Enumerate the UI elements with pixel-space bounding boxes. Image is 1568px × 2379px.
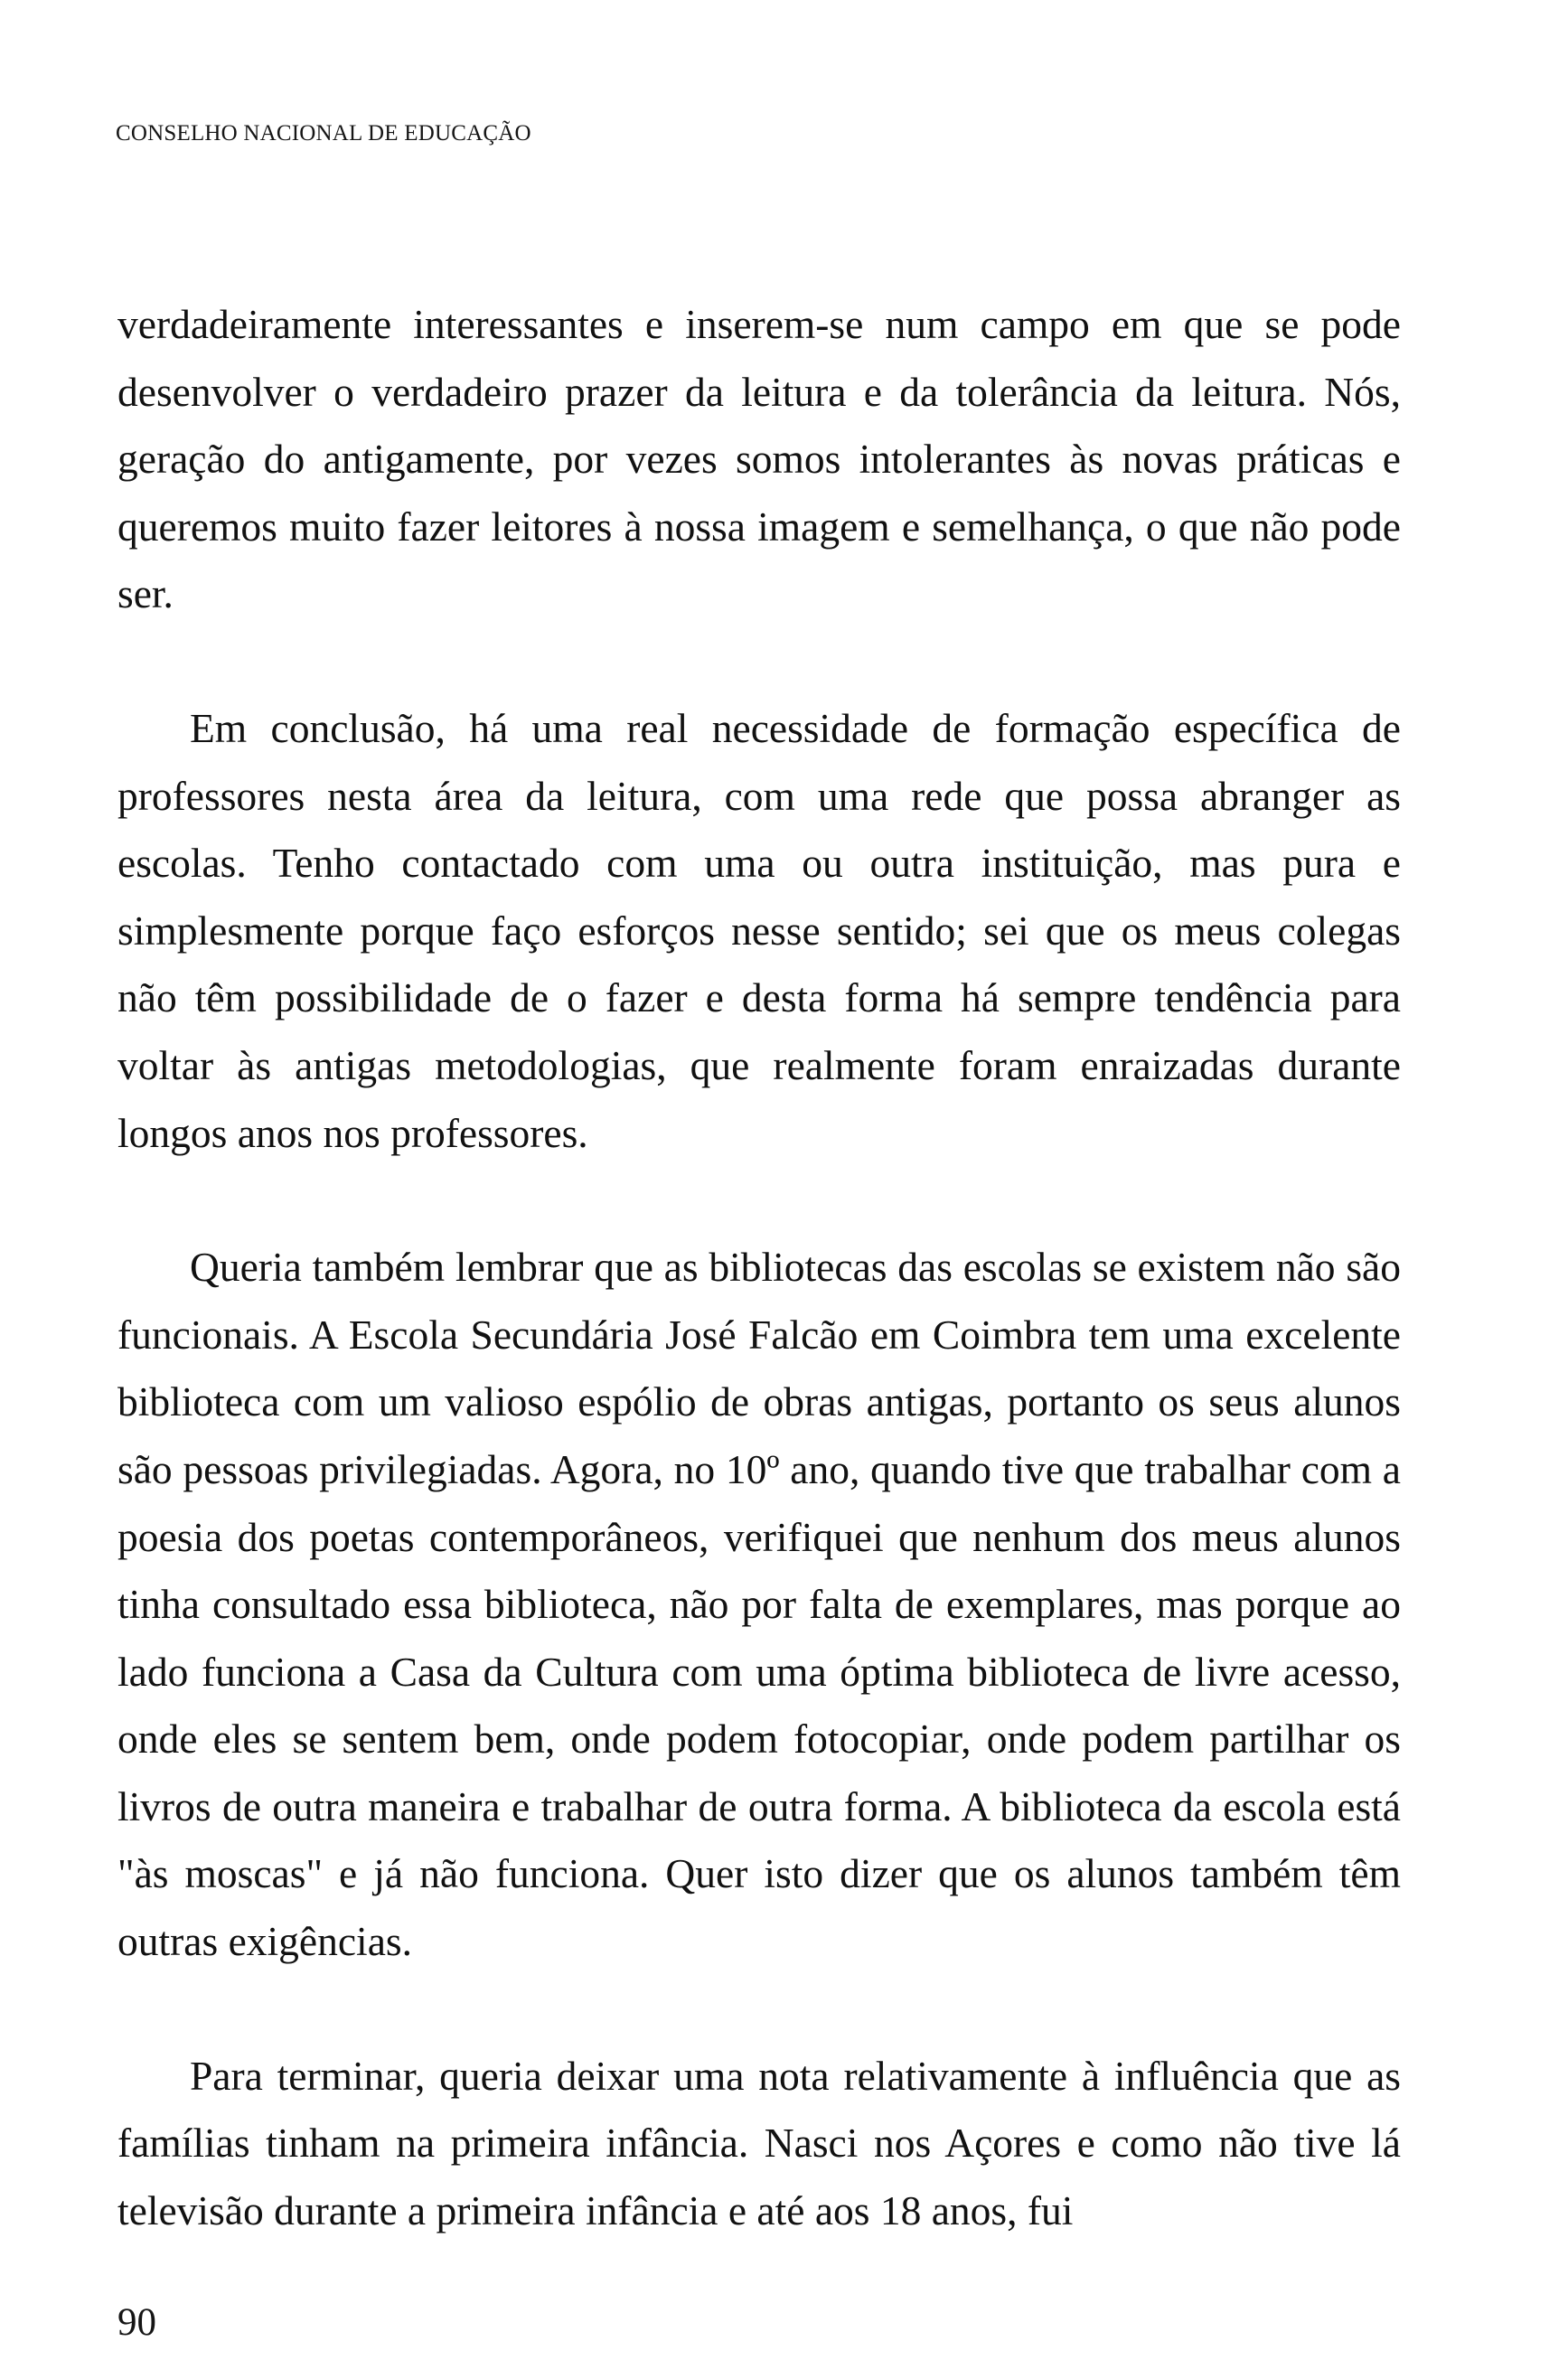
paragraph-libraries: Queria também lembrar que as bibliotecas das escolas se existem não são funcionais. A Escola Secundária José Falcão em Coimbra tem uma excelente biblioteca com um valioso espólio de obras antigas, portanto os seus alunos são pessoas privilegiadas. Agora, no 10º ano, quando tive que trabalhar com a poesia dos poetas contemporâneos, verifiquei que nenhum dos meus alunos tinha consultado essa biblioteca, não por falta de exemplares, mas porque ao lado funciona a Casa da Cultura com uma óptima biblioteca de livre acesso, onde eles se sentem bem, onde podem fotocopiar, onde podem partilhar os livros de outra maneira e trabalhar de outra forma. A biblioteca da escola está "às moscas" e já não funciona. Quer isto dizer que os alunos também têm outras exigências. bbox=[117, 1244, 1401, 1965]
body-text bbox=[117, 291, 1401, 2244]
paragraph-conclusion: Em conclusão, há uma real necessidade de formação específica de professores nesta área da leitura, com uma rede que possa abranger as escolas. Tenho contactado com uma ou outra instituição, mas pura e simplesmente porque faço esforços nesse sentido; sei que os meus colegas não têm possibilidade de o fazer e desta forma há sempre tendência para voltar às antigas metodologias, que realmente foram enraizadas durante longos anos nos professores. bbox=[117, 704, 1401, 1156]
page-number: 90 bbox=[117, 2301, 156, 2344]
running-header: CONSELHO NACIONAL DE EDUCAÇÃO bbox=[116, 121, 531, 146]
paragraph-closing: Para terminar, queria deixar uma nota relativamente à influência que as famílias tinham na primeira infância. Nasci nos Açores e como não tive lá televisão durante a primeira infância e até aos 18 anos, fui bbox=[117, 2052, 1401, 2233]
paragraph-continuation: verdadeiramente interessantes e inserem-se num campo em que se pode desenvolver o verdadeiro prazer da leitura e da tolerância da leitura. Nós, geração do antigamente, por vezes somos intolerantes às novas práticas e queremos muito fazer leitores à nossa imagem e semelhança, o que não pode ser. bbox=[117, 301, 1401, 617]
